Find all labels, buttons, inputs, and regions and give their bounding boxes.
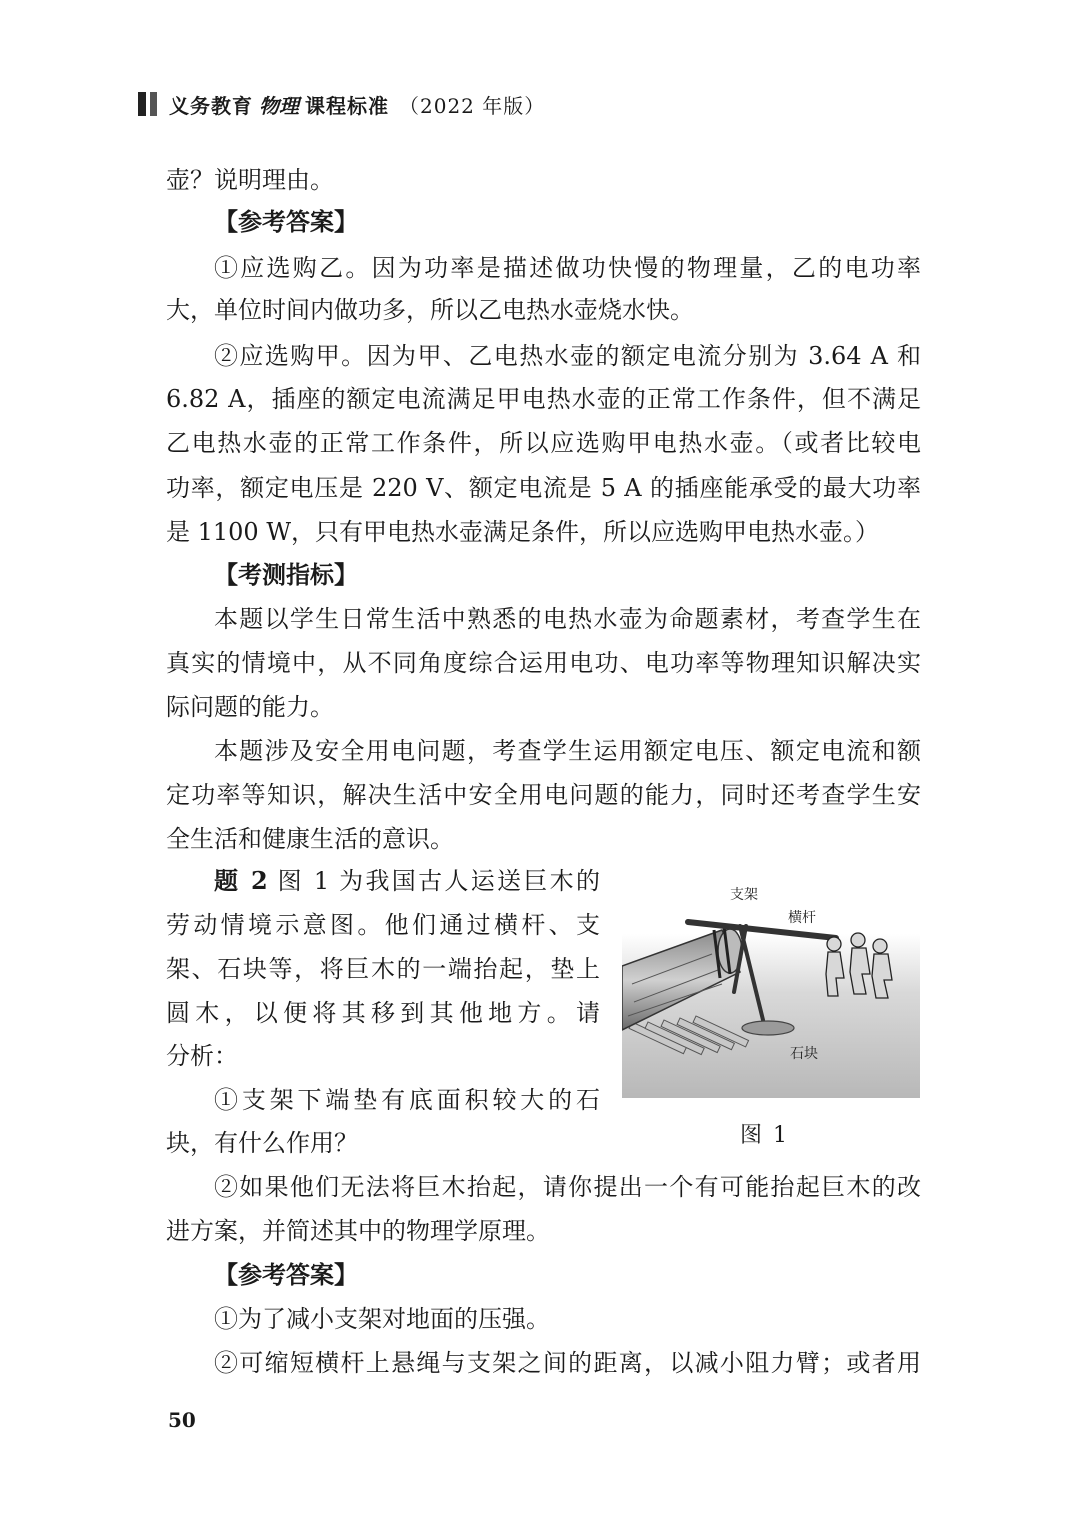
stone-block: [742, 1021, 794, 1035]
text-line: ①为了减小支架对地面的压强。: [214, 1305, 550, 1333]
text-line: 劳动情境示意图。他们通过横杆、支: [166, 911, 600, 939]
header-title-part1: 义务教育: [169, 93, 253, 118]
question-2-text: 图 1 为我国古人运送巨木的: [277, 867, 600, 895]
text-line: 本题涉及安全用电问题，考查学生运用额定电压、额定电流和额: [214, 737, 921, 765]
text-line: ②应选购甲。因为甲、乙电热水壶的额定电流分别为 3.64 A 和: [214, 342, 921, 370]
text-line: ①支架下端垫有底面积较大的石: [214, 1086, 600, 1114]
figure-caption: 图 1: [740, 1123, 789, 1148]
label-support: 支架: [730, 887, 758, 903]
text-line: 全生活和健康生活的意识。: [166, 825, 454, 853]
workers: [826, 933, 892, 998]
text-line: 真实的情境中，从不同角度综合运用电功、电功率等物理知识解决实: [166, 649, 921, 677]
label-lever: 横杆: [788, 910, 816, 926]
answer-heading: 【参考答案】: [214, 207, 358, 236]
page-number: 50: [168, 1408, 196, 1432]
text-line: 际问题的能力。: [166, 693, 334, 721]
text-line: 壶？说明理由。: [166, 166, 334, 194]
text-line: 是 1100 W，只有甲电热水壶满足条件，所以应选购甲电热水壶。）: [166, 518, 880, 546]
header-subject: 物理: [259, 93, 299, 118]
label-stone: 石块: [790, 1046, 818, 1062]
answer-heading: 【参考答案】: [214, 1260, 358, 1289]
text-line: 圆木，以便将其移到其他地方。请: [166, 999, 600, 1027]
text-line: 乙电热水壶的正常工作条件，所以应选购甲电热水壶。（或者比较电: [166, 429, 921, 457]
text-line: ②可缩短横杆上悬绳与支架之间的距离，以减小阻力臂；或者用: [214, 1349, 921, 1377]
header-bar-marks: [138, 92, 157, 116]
text-line: ②如果他们无法将巨木抬起，请你提出一个有可能抬起巨木的改: [214, 1173, 921, 1201]
running-header: [138, 90, 545, 118]
text-line: 定功率等知识，解决生活中安全用电问题的能力，同时还考查学生安: [166, 781, 921, 809]
header-edition: （2022 年版）: [399, 93, 546, 118]
text-line: 功率，额定电压是 220 V、额定电流是 5 A 的插座能承受的最大功率: [166, 474, 921, 502]
question-2-first-line: [214, 866, 600, 896]
figure-log-transport-illustration: [622, 874, 920, 1098]
header-title-part2: 课程标准: [305, 93, 389, 118]
text-line: ①应选购乙。因为功率是描述做功快慢的物理量，乙的电功率: [214, 254, 921, 282]
text-line: 块，有什么作用？: [166, 1129, 358, 1157]
text-line: 本题以学生日常生活中熟悉的电热水壶为命题素材，考查学生在: [214, 605, 921, 633]
text-line: 架、石块等，将巨木的一端抬起，垫上: [166, 955, 600, 983]
text-line: 进方案，并简述其中的物理学原理。: [166, 1217, 550, 1245]
text-line: 大，单位时间内做功多，所以乙电热水壶烧水快。: [166, 296, 694, 324]
question-2-label: 题 2: [214, 866, 268, 895]
text-line: 分析：: [166, 1042, 238, 1070]
indicator-heading: 【考测指标】: [214, 560, 358, 589]
text-line: 6.82 A，插座的额定电流满足甲电热水壶的正常工作条件，但不满足: [166, 385, 921, 413]
